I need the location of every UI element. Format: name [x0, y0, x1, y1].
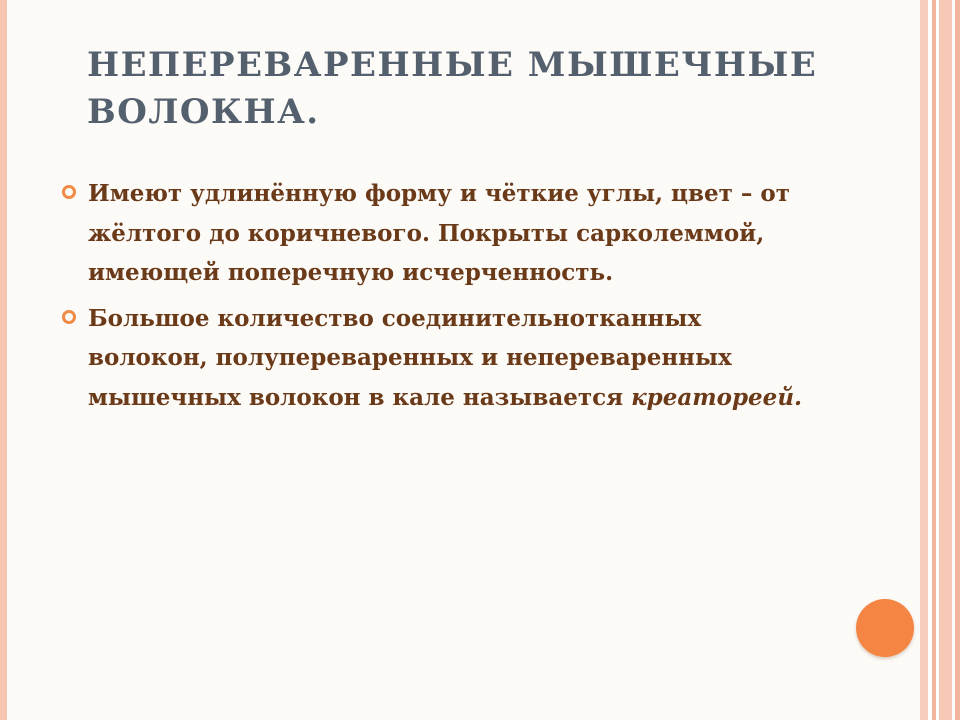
- bullet-list: [62, 174, 822, 423]
- right-stripe-1: [920, 0, 928, 720]
- bullet-item: [62, 174, 822, 293]
- right-stripe-3: [939, 0, 952, 720]
- orange-circle-decoration: [856, 599, 914, 657]
- ring-bullet-icon: [62, 310, 76, 324]
- bullet-text: Большое количество соединительнотканных волокон, полупереваренных и непереваренных мышечных волокон в кале называется: [88, 304, 732, 411]
- left-decorative-stripe: [0, 0, 7, 720]
- bullet-emphasis-term: креатореей.: [631, 383, 803, 411]
- slide-title: НЕПЕРЕВАРЕННЫЕ МЫШЕЧНЫЕ ВОЛОКНА.: [87, 45, 818, 132]
- bullet-text: Имеют удлинённую форму и чёткие углы, цвет – от жёлтого до коричневого. Покрыты сарколеммой, имеющей поперечную исчерченность.: [88, 180, 791, 286]
- bullet-item: [62, 299, 822, 418]
- ring-bullet-icon: [62, 185, 76, 199]
- right-stripe-4: [955, 0, 960, 720]
